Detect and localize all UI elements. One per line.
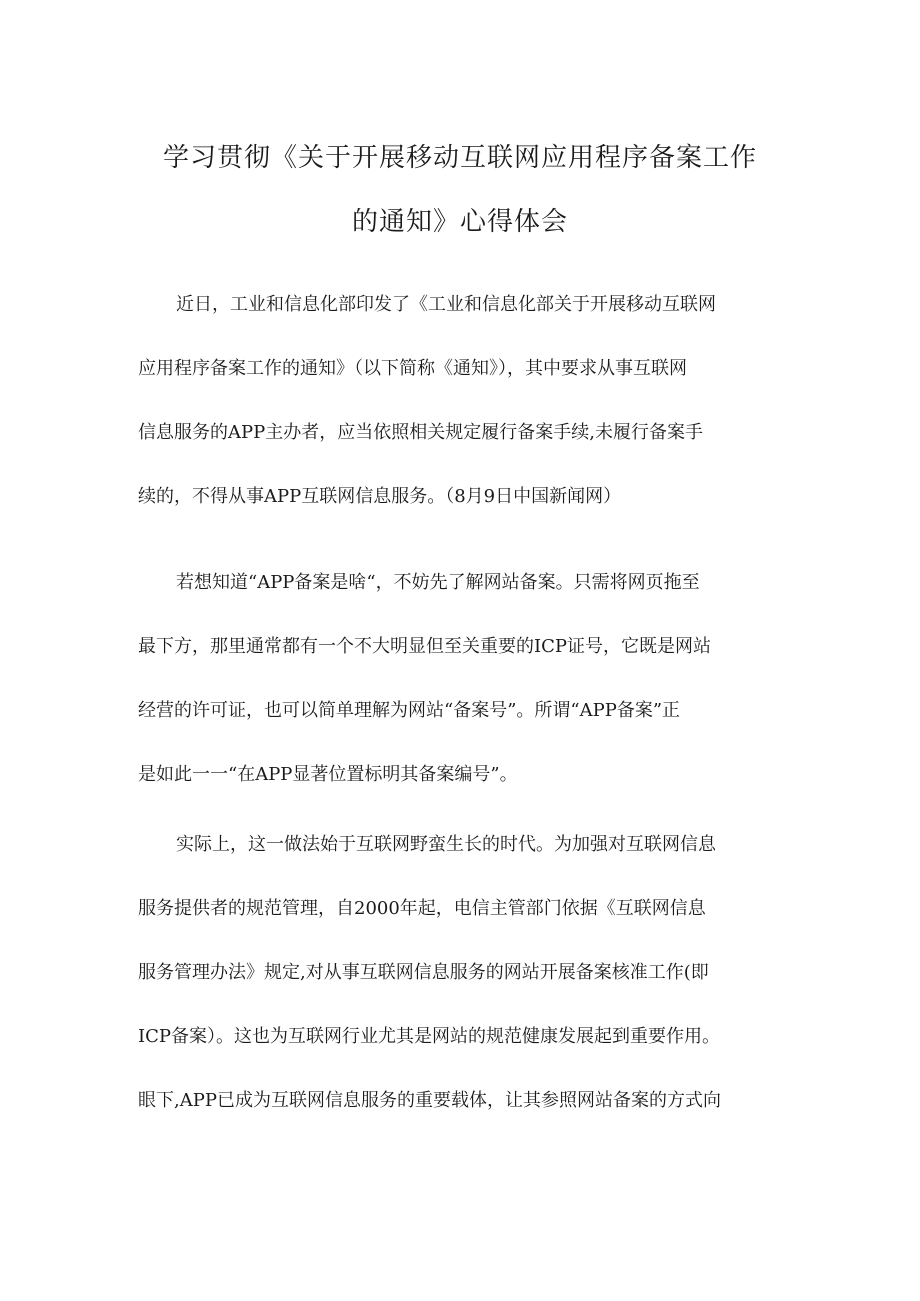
paragraph-line: 是如此一一“在APP显著位置标明其备案编号”。 [138,764,518,785]
title-line-1: 学习贯彻《关于开展移动互联网应用程序备案工作 [162,143,757,173]
document-title [100,126,820,254]
paragraph-line: 服务管理办法》规定,对从事互联网信息服务的网站开展备案核准工作(即 [138,962,709,983]
paragraph-line: 应用程序备案工作的通知》（以下简称《通知》），其中要求从事互联网 [138,358,687,379]
paragraph-3 [138,813,788,1133]
paragraph-line: 续的，不得从事APP互联网信息服务。（8月9日中国新闻网） [138,486,622,507]
paragraph-1 [138,273,788,529]
paragraph-line: 经营的许可证，也可以简单理解为网站“备案号”。所谓“APP备案”正 [138,700,681,721]
paragraph-line: ICP备案）。这也为互联网行业尤其是网站的规范健康发展起到重要作用。 [138,1026,720,1047]
paragraph-line: 最下方，那里通常都有一个不大明显但至关重要的ICP证号，它既是网站 [138,636,711,657]
paragraph-line: 服务提供者的规范管理，自2000年起，电信主管部门依据《互联网信息 [138,898,706,919]
paragraph-line: 若想知道“APP备案是啥“，不妨先了解网站备案。只需将网页拖至 [176,572,700,593]
paragraph-line: 实际上，这一做法始于互联网野蛮生长的时代。为加强对互联网信息 [176,834,716,855]
paragraph-line: 信息服务的APP主办者，应当依照相关规定履行备案手续,未履行备案手 [138,422,703,443]
paragraph-line: 眼下,APP已成为互联网信息服务的重要载体，让其参照网站备案的方式向 [138,1090,721,1111]
paragraph-2 [138,551,788,807]
title-line-2: 的通知》心得体会 [351,207,568,237]
paragraph-line: 近日，工业和信息化部印发了《工业和信息化部关于开展移动互联网 [176,294,716,315]
